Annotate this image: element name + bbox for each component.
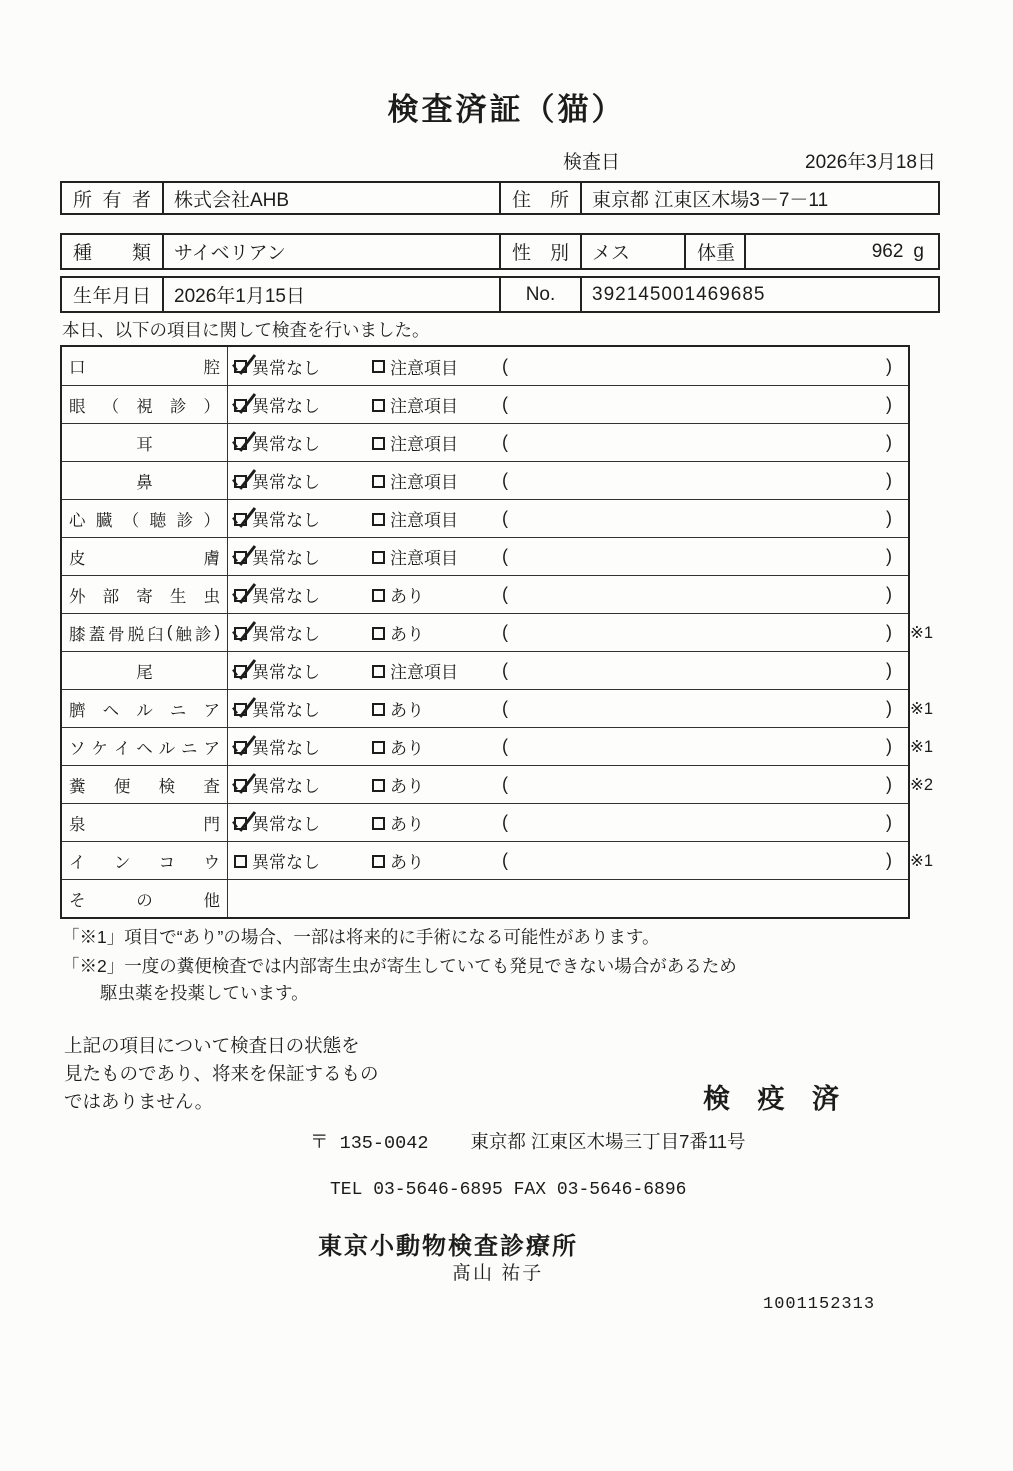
row-note: ※1 bbox=[910, 700, 934, 718]
option-label-normal: 異常なし bbox=[252, 853, 320, 872]
checklist-row-heart bbox=[62, 499, 908, 537]
row-note: ※1 bbox=[910, 624, 934, 642]
option-label-normal: 異常なし bbox=[252, 435, 320, 454]
paren-close: ) bbox=[886, 850, 892, 870]
option-label-present: あり bbox=[390, 739, 424, 758]
owner-table bbox=[60, 181, 940, 215]
disclaimer-text bbox=[64, 1032, 379, 1116]
checkbox-attention[interactable] bbox=[372, 513, 385, 526]
checklist-row-other bbox=[62, 879, 908, 917]
option-label-present: あり bbox=[390, 701, 424, 720]
option-label-attention: 注意項目 bbox=[390, 435, 458, 454]
checkbox-normal[interactable] bbox=[234, 475, 247, 488]
checklist-row-umbilical-hernia bbox=[62, 689, 934, 727]
exam-item-label: 眼 （ 視 診 ） bbox=[62, 386, 228, 423]
inspection-date-value: 2026年3月18日 bbox=[805, 152, 936, 173]
paren-close: ) bbox=[886, 546, 892, 566]
birthdate-label: 生 年 月 日 bbox=[73, 286, 151, 307]
option-label-normal: 異常なし bbox=[252, 701, 320, 720]
paren-open: ( bbox=[502, 774, 508, 794]
disclaimer-line-1: 上記の項目について検査日の状態を bbox=[64, 1035, 360, 1056]
option-label-attention: 注意項目 bbox=[390, 358, 458, 378]
exam-item-label: 口 腔 bbox=[62, 347, 228, 385]
exam-item-label: 膝 蓋 骨 脱 臼 ( 触 診 ) bbox=[62, 614, 228, 651]
checklist-row-eyes bbox=[62, 385, 908, 423]
paren-close: ) bbox=[886, 584, 892, 604]
exam-item-label: 皮 膚 bbox=[62, 538, 228, 575]
paren-open: ( bbox=[502, 546, 508, 566]
exam-item-label: ソ ケ イ ヘ ル ニ ア bbox=[62, 728, 228, 765]
checkbox-present[interactable] bbox=[372, 627, 385, 640]
option-label-attention: 注意項目 bbox=[390, 397, 458, 416]
checkbox-normal[interactable] bbox=[234, 741, 247, 754]
checkbox-normal[interactable] bbox=[234, 399, 247, 412]
option-label-normal: 異常なし bbox=[252, 511, 320, 530]
checkbox-normal[interactable] bbox=[234, 627, 247, 640]
checkbox-normal[interactable] bbox=[234, 779, 247, 792]
paren-close: ) bbox=[886, 774, 892, 794]
weight-value-cell bbox=[744, 235, 938, 268]
paren-close: ) bbox=[886, 508, 892, 528]
inspection-date-label: 検査日 bbox=[563, 152, 621, 173]
option-label-attention: 注意項目 bbox=[390, 473, 458, 492]
document-title: 検査済証（猫） bbox=[387, 92, 626, 127]
veterinarian-name: 髙山 祐子 bbox=[452, 1263, 544, 1284]
option-label-normal: 異常なし bbox=[252, 663, 320, 682]
checkbox-normal[interactable] bbox=[234, 513, 247, 526]
exam-checklist bbox=[60, 345, 934, 919]
paren-close: ) bbox=[886, 698, 892, 718]
clinic-address: 東京都 江東区木場三丁目7番11号 bbox=[470, 1131, 746, 1152]
checkbox-normal[interactable] bbox=[234, 855, 247, 868]
exam-item-label: 尾 bbox=[62, 652, 228, 689]
option-label-normal: 異常なし bbox=[252, 473, 320, 492]
checkbox-normal[interactable] bbox=[234, 551, 247, 564]
breed-label: 種 類 bbox=[73, 243, 151, 264]
paren-close: ) bbox=[886, 660, 892, 680]
paren-open: ( bbox=[502, 394, 508, 414]
weight-value: 962 bbox=[871, 240, 904, 262]
paren-open: ( bbox=[502, 508, 508, 528]
exam-item-label: 外 部 寄 生 虫 bbox=[62, 576, 228, 613]
postal-code: 〒 135-0042 bbox=[310, 1133, 429, 1154]
birth-table bbox=[60, 276, 940, 313]
option-label-normal: 異常なし bbox=[252, 815, 320, 834]
paren-open: ( bbox=[502, 470, 508, 490]
checkbox-attention[interactable] bbox=[372, 399, 385, 412]
checklist-row-ears bbox=[62, 423, 908, 461]
paren-open: ( bbox=[502, 584, 508, 604]
checkbox-normal[interactable] bbox=[234, 360, 247, 373]
checklist-row-external-parasites bbox=[62, 575, 908, 613]
paren-close: ) bbox=[886, 736, 892, 756]
exam-item-label: そ の 他 bbox=[62, 880, 228, 917]
checklist-row-nose bbox=[62, 461, 908, 499]
checkbox-attention[interactable] bbox=[372, 665, 385, 678]
breed-table bbox=[60, 233, 940, 270]
option-label-present: あり bbox=[390, 853, 424, 872]
owner-value: 株式会社AHB bbox=[162, 183, 499, 213]
weight-unit: g bbox=[913, 240, 924, 262]
birthdate-value: 2026年1月15日 bbox=[162, 278, 499, 311]
checklist-row-skin bbox=[62, 537, 908, 575]
footnote-1: 「※1」項目で“あり”の場合、一部は将来的に手術になる可能性があります。 bbox=[62, 927, 660, 947]
paren-open: ( bbox=[502, 698, 508, 718]
option-label-present: あり bbox=[390, 815, 424, 834]
paren-open: ( bbox=[502, 736, 508, 756]
checkbox-present[interactable] bbox=[372, 741, 385, 754]
quarantine-passed-stamp: 検 疫 済 bbox=[703, 1084, 850, 1114]
paren-close: ) bbox=[886, 470, 892, 490]
option-label-normal: 異常なし bbox=[252, 739, 320, 758]
checkbox-present[interactable] bbox=[372, 589, 385, 602]
option-label-present: あり bbox=[390, 625, 424, 644]
row-note: ※1 bbox=[910, 738, 934, 756]
checklist-row-inguinal-hernia bbox=[62, 727, 934, 765]
checkbox-normal[interactable] bbox=[234, 437, 247, 450]
footnote-2: 「※2」一度の糞便検査では内部寄生虫が寄生していても発見できない場合があるため bbox=[62, 956, 737, 976]
checkbox-attention[interactable] bbox=[372, 475, 385, 488]
option-label-present: あり bbox=[390, 587, 424, 606]
exam-item-label: 心 臓 （ 聴 診 ） bbox=[62, 500, 228, 537]
weight-label: 体 重 bbox=[684, 235, 744, 268]
exam-item-label: 鼻 bbox=[62, 462, 228, 499]
option-label-attention: 注意項目 bbox=[390, 663, 458, 682]
paren-open: ( bbox=[502, 850, 508, 870]
owner-label: 所 有 者 bbox=[73, 189, 151, 211]
checkbox-present[interactable] bbox=[372, 779, 385, 792]
address-value: 東京都 江東区木場3－7－11 bbox=[580, 183, 938, 213]
option-label-normal: 異常なし bbox=[252, 358, 320, 378]
checkbox-normal[interactable] bbox=[234, 817, 247, 830]
checkbox-attention[interactable] bbox=[372, 437, 385, 450]
checklist-row-cryptorchidism bbox=[62, 841, 934, 879]
clinic-name: 東京小動物検査診療所 bbox=[318, 1233, 578, 1260]
exam-item-label: 泉 門 bbox=[62, 804, 228, 841]
sex-value: メス bbox=[580, 235, 684, 268]
checkbox-present[interactable] bbox=[372, 855, 385, 868]
checklist-row-tail bbox=[62, 651, 908, 689]
disclaimer-line-2: 見たものであり、将来を保証するもの bbox=[64, 1063, 379, 1084]
address-label: 住 所 bbox=[499, 183, 580, 213]
checkbox-present[interactable] bbox=[372, 703, 385, 716]
option-label-normal: 異常なし bbox=[252, 549, 320, 568]
paren-open: ( bbox=[502, 812, 508, 832]
checkbox-present[interactable] bbox=[372, 817, 385, 830]
disclaimer-line-3: ではありません。 bbox=[64, 1091, 214, 1112]
option-label-normal: 異常なし bbox=[252, 625, 320, 644]
exam-item-label: 臍 ヘ ル ニ ア bbox=[62, 690, 228, 727]
row-note: ※2 bbox=[910, 776, 934, 794]
checklist-row-oral bbox=[62, 347, 908, 385]
exam-item-label: イ ン コ ウ bbox=[62, 842, 228, 879]
clinic-address-line bbox=[310, 1128, 746, 1154]
paren-open: ( bbox=[502, 432, 508, 452]
checkbox-attention[interactable] bbox=[372, 551, 385, 564]
checkbox-normal[interactable] bbox=[234, 703, 247, 716]
paren-close: ) bbox=[886, 355, 892, 376]
paren-close: ) bbox=[886, 812, 892, 832]
paren-close: ) bbox=[886, 622, 892, 642]
row-note: ※1 bbox=[910, 852, 934, 870]
microchip-no-label: No. bbox=[499, 278, 580, 311]
document-number: 1001152313 bbox=[763, 1295, 876, 1314]
microchip-no-value: 392145001469685 bbox=[580, 278, 938, 311]
checklist-row-patella bbox=[62, 613, 934, 651]
sex-label: 性 別 bbox=[499, 235, 580, 268]
paren-open: ( bbox=[502, 660, 508, 680]
exam-item-label: 糞 便 検 査 bbox=[62, 766, 228, 803]
option-label-attention: 注意項目 bbox=[390, 549, 458, 568]
checklist-row-fecal-exam bbox=[62, 765, 934, 803]
checkbox-normal[interactable] bbox=[234, 665, 247, 678]
breed-value: サイベリアン bbox=[162, 235, 499, 268]
footnote-2-continued: 駆虫薬を投薬しています。 bbox=[100, 983, 309, 1003]
option-label-present: あり bbox=[390, 777, 424, 796]
paren-open: ( bbox=[502, 622, 508, 642]
inspection-date-line bbox=[563, 147, 936, 174]
option-label-normal: 異常なし bbox=[252, 777, 320, 796]
paren-close: ) bbox=[886, 432, 892, 452]
exam-item-label: 耳 bbox=[62, 424, 228, 461]
option-label-normal: 異常なし bbox=[252, 397, 320, 416]
checkbox-attention[interactable] bbox=[372, 360, 385, 373]
clinic-tel-fax: TEL 03-5646-6895 FAX 03-5646-6896 bbox=[330, 1180, 687, 1200]
intro-text: 本日、以下の項目に関して検査を行いました。 bbox=[62, 320, 430, 340]
paren-open: ( bbox=[502, 355, 508, 376]
checklist-row-fontanelle bbox=[62, 803, 908, 841]
paren-close: ) bbox=[886, 394, 892, 414]
option-label-attention: 注意項目 bbox=[390, 511, 458, 530]
checkbox-normal[interactable] bbox=[234, 589, 247, 602]
option-label-normal: 異常なし bbox=[252, 587, 320, 606]
